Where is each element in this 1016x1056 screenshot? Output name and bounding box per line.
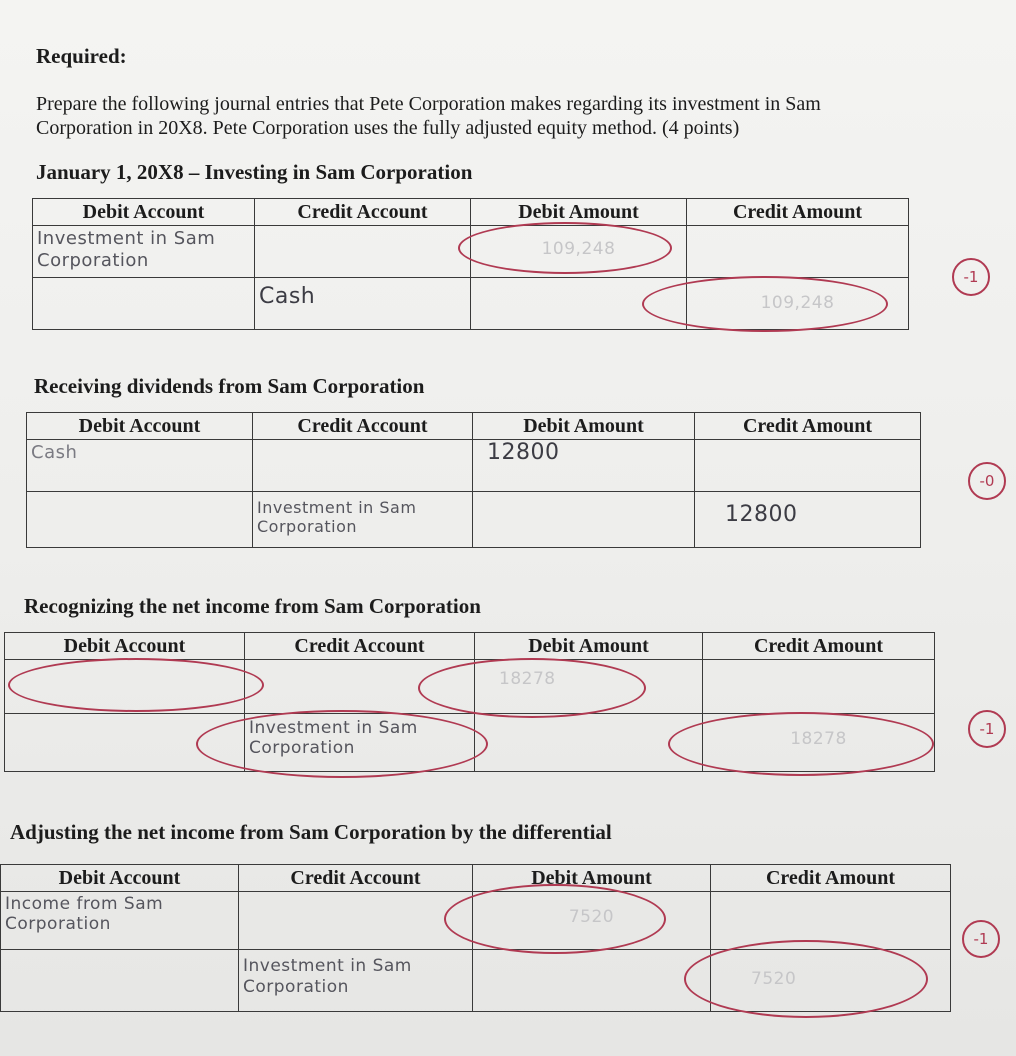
section-title-investing: January 1, 20X8 – Investing in Sam Corporation xyxy=(36,160,473,184)
handwritten-entry: Cash xyxy=(259,284,316,309)
handwritten-entry xyxy=(255,226,470,230)
credit-account-cell[interactable] xyxy=(239,892,473,950)
section-title-net-income: Recognizing the net income from Sam Corporation xyxy=(24,594,481,618)
header-credit-amount: Credit Amount xyxy=(703,633,935,660)
debit-amount-cell[interactable] xyxy=(475,714,703,772)
header-debit-account: Debit Account xyxy=(27,413,253,440)
table-row xyxy=(33,278,909,330)
debit-amount-cell[interactable] xyxy=(473,892,711,950)
journal-table-differential xyxy=(0,864,951,1012)
table-row xyxy=(5,714,935,772)
debit-amount-cell[interactable] xyxy=(473,440,695,492)
required-label: Required: xyxy=(36,44,127,68)
credit-account-cell[interactable] xyxy=(255,278,471,330)
handwritten-entry xyxy=(245,660,474,664)
credit-amount-cell[interactable] xyxy=(695,492,921,548)
debit-account-cell[interactable] xyxy=(33,226,255,278)
handwritten-entry xyxy=(253,440,472,444)
debit-account-cell[interactable] xyxy=(5,660,245,714)
debit-account-cell[interactable] xyxy=(5,714,245,772)
debit-account-cell[interactable] xyxy=(27,492,253,548)
table-row xyxy=(27,492,921,548)
debit-amount-cell[interactable] xyxy=(471,278,687,330)
handwritten-entry xyxy=(695,440,920,444)
handwritten-entry: Cash xyxy=(31,442,78,463)
table-row xyxy=(5,660,935,714)
section-title-differential: Adjusting the net income from Sam Corporation by the differential xyxy=(10,820,612,844)
handwritten-entry xyxy=(473,492,694,496)
table-header-row xyxy=(1,865,951,892)
credit-amount-cell[interactable] xyxy=(711,892,951,950)
table-row xyxy=(33,226,909,278)
journal-table-dividends xyxy=(26,412,921,548)
table-header-row xyxy=(5,633,935,660)
debit-account-cell[interactable] xyxy=(33,278,255,330)
handwritten-entry xyxy=(5,660,244,664)
credit-amount-cell[interactable] xyxy=(687,226,909,278)
handwritten-entry xyxy=(475,714,702,718)
table-row xyxy=(1,892,951,950)
handwritten-entry: 7520 xyxy=(568,907,615,927)
header-debit-amount: Debit Amount xyxy=(473,413,695,440)
table-header-row xyxy=(27,413,921,440)
handwritten-entry xyxy=(471,278,686,282)
header-debit-amount: Debit Amount xyxy=(473,865,711,892)
handwritten-entry: 7520 xyxy=(751,969,797,989)
handwritten-entry: 109,248 xyxy=(760,293,835,313)
debit-amount-cell[interactable] xyxy=(475,660,703,714)
credit-amount-cell[interactable] xyxy=(695,440,921,492)
handwritten-entry xyxy=(473,950,710,954)
header-credit-account: Credit Account xyxy=(239,865,473,892)
handwritten-entry: Income from Sam Corporation xyxy=(5,894,164,934)
credit-account-cell[interactable] xyxy=(255,226,471,278)
handwritten-entry xyxy=(27,492,252,496)
handwritten-entry: 12800 xyxy=(487,440,560,465)
credit-account-cell[interactable] xyxy=(239,950,473,1012)
credit-amount-cell[interactable] xyxy=(687,278,909,330)
grade-mark: -1 xyxy=(962,920,1000,958)
header-credit-amount: Credit Amount xyxy=(695,413,921,440)
handwritten-entry: Investment in Sam Corporation xyxy=(257,498,417,536)
debit-amount-cell[interactable] xyxy=(471,226,687,278)
header-credit-account: Credit Account xyxy=(253,413,473,440)
header-credit-amount: Credit Amount xyxy=(687,199,909,226)
handwritten-entry xyxy=(687,226,908,230)
handwritten-entry: 109,248 xyxy=(541,239,616,259)
header-debit-account: Debit Account xyxy=(5,633,245,660)
header-debit-account: Debit Account xyxy=(33,199,255,226)
grade-mark: -1 xyxy=(952,258,990,296)
debit-account-cell[interactable] xyxy=(1,892,239,950)
journal-table-net-income xyxy=(4,632,935,772)
handwritten-entry: 18278 xyxy=(790,729,847,749)
credit-account-cell[interactable] xyxy=(245,714,475,772)
handwritten-entry: 12800 xyxy=(725,502,798,527)
header-credit-amount: Credit Amount xyxy=(711,865,951,892)
handwritten-entry xyxy=(711,892,950,896)
instructions-text: Prepare the following journal entries that Pete Corporation makes regarding its investment in Sam Corporation in 20X8. Pete Corporation uses the fully adjusted equity method. (4 points) xyxy=(36,93,821,139)
table-row xyxy=(27,440,921,492)
grade-mark: -0 xyxy=(968,462,1006,500)
header-debit-amount: Debit Amount xyxy=(471,199,687,226)
handwritten-entry: Investment in Sam Corporation xyxy=(243,956,412,997)
debit-account-cell[interactable] xyxy=(27,440,253,492)
credit-account-cell[interactable] xyxy=(245,660,475,714)
section-title-dividends: Receiving dividends from Sam Corporation xyxy=(34,374,425,398)
debit-amount-cell[interactable] xyxy=(473,492,695,548)
handwritten-entry: Investment in Sam Corporation xyxy=(249,718,418,758)
credit-account-cell[interactable] xyxy=(253,440,473,492)
table-row xyxy=(1,950,951,1012)
grade-mark: -1 xyxy=(968,710,1006,748)
header-debit-account: Debit Account xyxy=(1,865,239,892)
header-credit-account: Credit Account xyxy=(245,633,475,660)
handwritten-entry xyxy=(5,714,244,718)
credit-amount-cell[interactable] xyxy=(703,660,935,714)
debit-account-cell[interactable] xyxy=(1,950,239,1012)
handwritten-entry xyxy=(33,278,254,282)
handwritten-entry: 18278 xyxy=(499,669,556,689)
handwritten-entry xyxy=(239,892,472,896)
handwritten-entry: Investment in Sam Corporation xyxy=(37,228,216,271)
handwritten-entry xyxy=(1,950,238,954)
table-header-row xyxy=(33,199,909,226)
credit-account-cell[interactable] xyxy=(253,492,473,548)
handwritten-entry xyxy=(703,660,934,664)
header-credit-account: Credit Account xyxy=(255,199,471,226)
credit-amount-cell[interactable] xyxy=(703,714,935,772)
debit-amount-cell[interactable] xyxy=(473,950,711,1012)
header-debit-amount: Debit Amount xyxy=(475,633,703,660)
credit-amount-cell[interactable] xyxy=(711,950,951,1012)
journal-table-investing xyxy=(32,198,909,330)
